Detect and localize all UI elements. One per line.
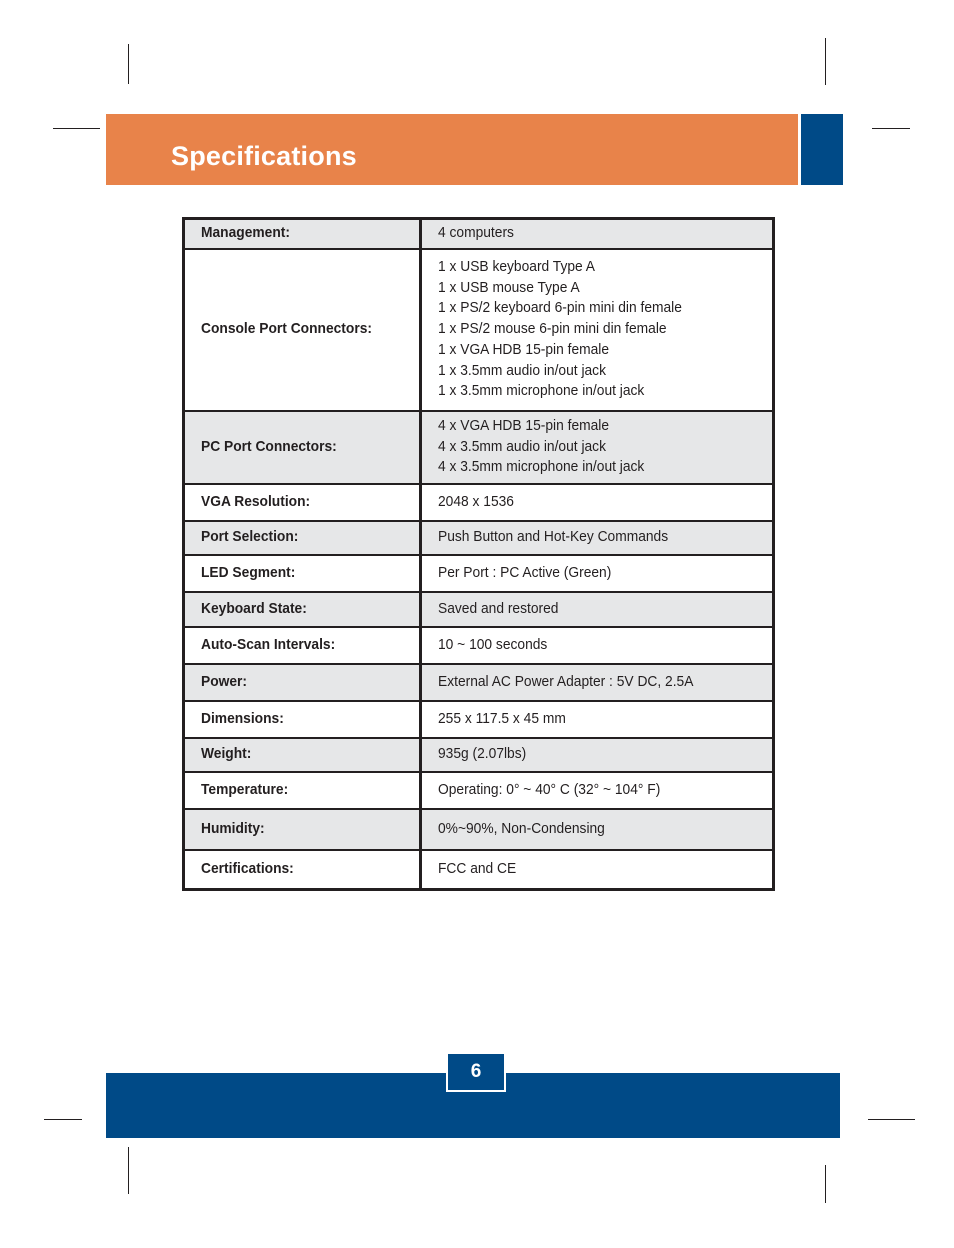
crop-mark-bottom-left bbox=[128, 1147, 129, 1194]
spec-value-line: 1 x USB keyboard Type A bbox=[438, 257, 596, 275]
spec-value-line: 935g (2.07lbs) bbox=[438, 745, 527, 763]
spec-label-cell bbox=[184, 521, 421, 555]
spec-row bbox=[184, 555, 774, 592]
spec-row bbox=[184, 772, 774, 809]
crop-mark-right-lower bbox=[868, 1119, 915, 1120]
spec-label: Weight: bbox=[201, 745, 252, 763]
spec-value-cell bbox=[421, 592, 774, 627]
crop-mark-top-left bbox=[128, 44, 129, 84]
spec-value-line: 4 x VGA HDB 15-pin female bbox=[438, 416, 610, 434]
spec-label: Keyboard State: bbox=[201, 599, 307, 617]
spec-label: Auto-Scan Intervals: bbox=[201, 635, 336, 653]
spec-label: Console Port Connectors: bbox=[201, 320, 372, 338]
spec-value-cell bbox=[421, 521, 774, 555]
spec-label: Port Selection: bbox=[201, 528, 299, 546]
page-title: Specifications bbox=[171, 141, 357, 171]
spec-value-cell bbox=[421, 219, 774, 249]
spec-value-cell bbox=[421, 809, 774, 850]
spec-row bbox=[184, 219, 774, 249]
spec-value-line: 1 x PS/2 mouse 6-pin mini din female bbox=[438, 320, 667, 338]
spec-value-cell bbox=[421, 701, 774, 738]
header-accent-block bbox=[801, 114, 843, 185]
spec-label: Temperature: bbox=[201, 780, 289, 798]
crop-mark-left-upper bbox=[53, 128, 100, 129]
spec-value-line: 2048 x 1536 bbox=[438, 492, 514, 510]
spec-value-cell bbox=[421, 772, 774, 809]
spec-row bbox=[184, 850, 774, 890]
spec-row bbox=[184, 521, 774, 555]
spec-value-cell bbox=[421, 664, 774, 701]
crop-mark-top-right bbox=[825, 38, 826, 85]
spec-label-cell bbox=[184, 249, 421, 411]
spec-value-line: 10 ~ 100 seconds bbox=[438, 635, 548, 653]
spec-label-cell bbox=[184, 484, 421, 521]
spec-value-line: 4 x 3.5mm audio in/out jack bbox=[438, 437, 606, 455]
spec-value-line: Operating: 0° ~ 40° C (32° ~ 104° F) bbox=[438, 780, 661, 798]
spec-label-cell bbox=[184, 219, 421, 249]
crop-mark-left-lower bbox=[44, 1119, 82, 1120]
spec-value-cell bbox=[421, 249, 774, 411]
spec-label-cell bbox=[184, 411, 421, 484]
spec-value-line: FCC and CE bbox=[438, 859, 517, 877]
spec-value-cell bbox=[421, 411, 774, 484]
spec-value-cell bbox=[421, 738, 774, 772]
spec-row bbox=[184, 701, 774, 738]
spec-value-line: 1 x 3.5mm audio in/out jack bbox=[438, 361, 606, 379]
spec-value-cell bbox=[421, 850, 774, 890]
spec-label: VGA Resolution: bbox=[201, 492, 311, 510]
spec-label-cell bbox=[184, 701, 421, 738]
spec-value-line: 0%~90%, Non-Condensing bbox=[438, 819, 605, 837]
spec-value-line: Push Button and Hot-Key Commands bbox=[438, 528, 669, 546]
spec-value-line: External AC Power Adapter : 5V DC, 2.5A bbox=[438, 672, 694, 690]
spec-label: Humidity: bbox=[201, 819, 265, 837]
spec-value-line: Saved and restored bbox=[438, 599, 559, 617]
spec-value-cell bbox=[421, 484, 774, 521]
spec-label: Management: bbox=[201, 224, 290, 242]
spec-value-line: 1 x USB mouse Type A bbox=[438, 278, 580, 296]
spec-row bbox=[184, 627, 774, 664]
spec-label-cell bbox=[184, 627, 421, 664]
spec-row bbox=[184, 592, 774, 627]
spec-label: PC Port Connectors: bbox=[201, 437, 337, 455]
spec-row bbox=[184, 249, 774, 411]
crop-mark-bottom-right bbox=[825, 1165, 826, 1203]
spec-row bbox=[184, 664, 774, 701]
spec-label-cell bbox=[184, 555, 421, 592]
spec-value-line: 1 x 3.5mm microphone in/out jack bbox=[438, 382, 645, 400]
spec-row bbox=[184, 809, 774, 850]
spec-label-cell bbox=[184, 850, 421, 890]
spec-value-line: 1 x PS/2 keyboard 6-pin mini din female bbox=[438, 299, 682, 317]
spec-label: Dimensions: bbox=[201, 709, 284, 727]
specifications-table-body bbox=[184, 219, 774, 890]
spec-label: LED Segment: bbox=[201, 563, 296, 581]
spec-label: Certifications: bbox=[201, 859, 294, 877]
spec-label-cell bbox=[184, 809, 421, 850]
spec-row bbox=[184, 738, 774, 772]
spec-value-line: 4 x 3.5mm microphone in/out jack bbox=[438, 458, 645, 476]
page-number: 6 bbox=[446, 1052, 506, 1092]
crop-mark-right-upper bbox=[872, 128, 910, 129]
spec-value-line: Per Port : PC Active (Green) bbox=[438, 563, 612, 581]
spec-label-cell bbox=[184, 664, 421, 701]
spec-row bbox=[184, 411, 774, 484]
spec-value-line: 1 x VGA HDB 15-pin female bbox=[438, 340, 610, 358]
spec-value-cell bbox=[421, 627, 774, 664]
spec-label: Power: bbox=[201, 672, 248, 690]
spec-value-line: 4 computers bbox=[438, 224, 514, 242]
specifications-table bbox=[182, 217, 775, 891]
spec-row bbox=[184, 484, 774, 521]
spec-label-cell bbox=[184, 592, 421, 627]
spec-value-cell bbox=[421, 555, 774, 592]
spec-value-line: 255 x 117.5 x 45 mm bbox=[438, 709, 566, 727]
spec-label-cell bbox=[184, 738, 421, 772]
spec-label-cell bbox=[184, 772, 421, 809]
